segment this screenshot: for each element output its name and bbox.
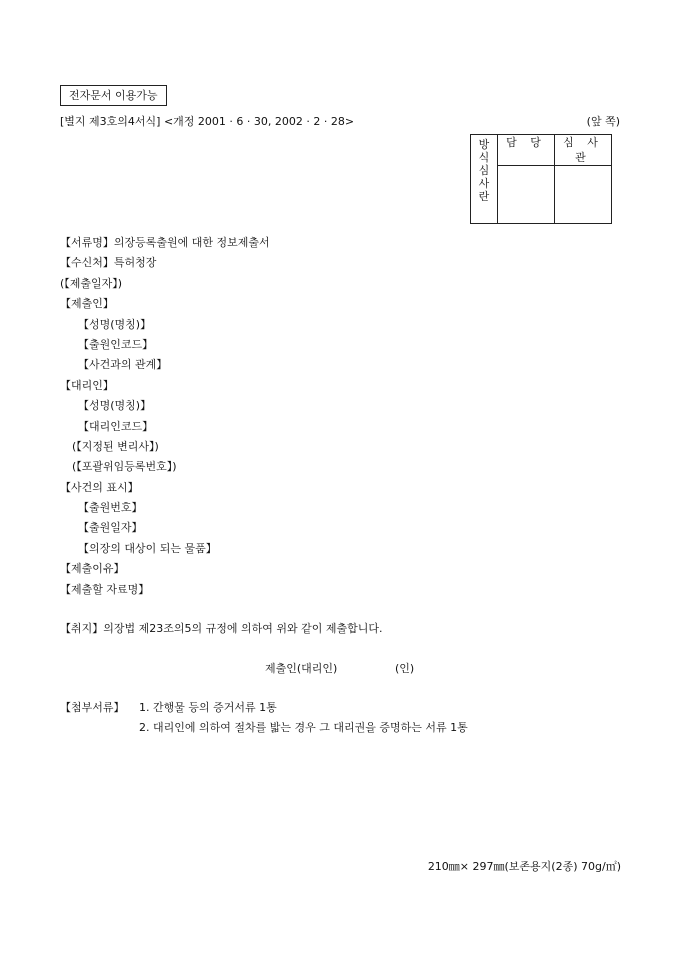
form-field-row: 【출원인코드】 (78, 337, 154, 351)
review-side-header (471, 135, 498, 224)
form-reference: [별지 제3호의4서식] <개정 2001 · 6 · 30, 2002 · 2 · 28> (60, 115, 355, 128)
form-field-row: 【성명(명칭)】 (78, 399, 152, 413)
review-cell-examiner (555, 166, 612, 224)
review-header-examiner: 심 사 관 (555, 135, 612, 166)
form-field-row: 【제출할 자료명】 (60, 582, 150, 596)
submitter-signature-label: 제출인(대리인) (265, 662, 338, 675)
review-side-char: 방 (478, 138, 490, 151)
form-field-row: 【수신처】특허청장 (60, 256, 157, 270)
form-field-row: 【대리인】 (60, 378, 114, 392)
form-field-row: 【제출인】 (60, 297, 114, 311)
review-side-char: 사 (478, 177, 490, 190)
page-side-label: (앞 쪽) (586, 115, 620, 128)
form-field-row: 【제출이유】 (60, 562, 125, 576)
form-field-row: 【성명(명칭)】 (78, 317, 152, 331)
attachments-label: 【첨부서류】 (60, 701, 125, 714)
attachment-item: 2. 대리인에 의하여 절차를 밟는 경우 그 대리권을 증명하는 서류 1통 (139, 721, 468, 734)
review-side-char: 란 (478, 190, 490, 203)
form-field-row: 【의장의 대상이 되는 물품】 (78, 541, 217, 555)
form-field-row: 【사건의 표시】 (60, 480, 139, 494)
review-side-char: 심 (478, 164, 490, 177)
review-table (470, 134, 612, 224)
form-field-row: 【서류명】의장등록출원에 대한 정보제출서 (60, 236, 270, 249)
form-field-row: 【출원일자】 (78, 521, 143, 535)
form-field-row: (【포괄위임등록번호】) (72, 460, 177, 474)
review-cell-staff (498, 166, 555, 224)
purpose-statement: 【취지】의장법 제23조의5의 규정에 의하여 위와 같이 제출합니다. (60, 622, 383, 635)
form-field-row: 【출원번호】 (78, 501, 143, 515)
form-fields (60, 233, 270, 600)
electronic-document-badge: 전자문서 이용가능 (60, 85, 167, 106)
form-field-row: (【지정된 변리사】) (72, 439, 159, 453)
paper-specification: 210㎜× 297㎜(보존용지(2종) 70g/㎡) (427, 860, 621, 873)
seal-mark: (인) (395, 662, 415, 675)
attachment-item: 1. 간행물 등의 증거서류 1통 (139, 701, 277, 714)
form-field-row: 【사건과의 관계】 (78, 358, 168, 372)
review-header-staff: 담 당 (498, 135, 555, 166)
form-field-row: 【대리인코드】 (78, 419, 154, 433)
review-side-char: 식 (478, 151, 490, 164)
form-field-row: (【제출일자】) (60, 276, 123, 290)
